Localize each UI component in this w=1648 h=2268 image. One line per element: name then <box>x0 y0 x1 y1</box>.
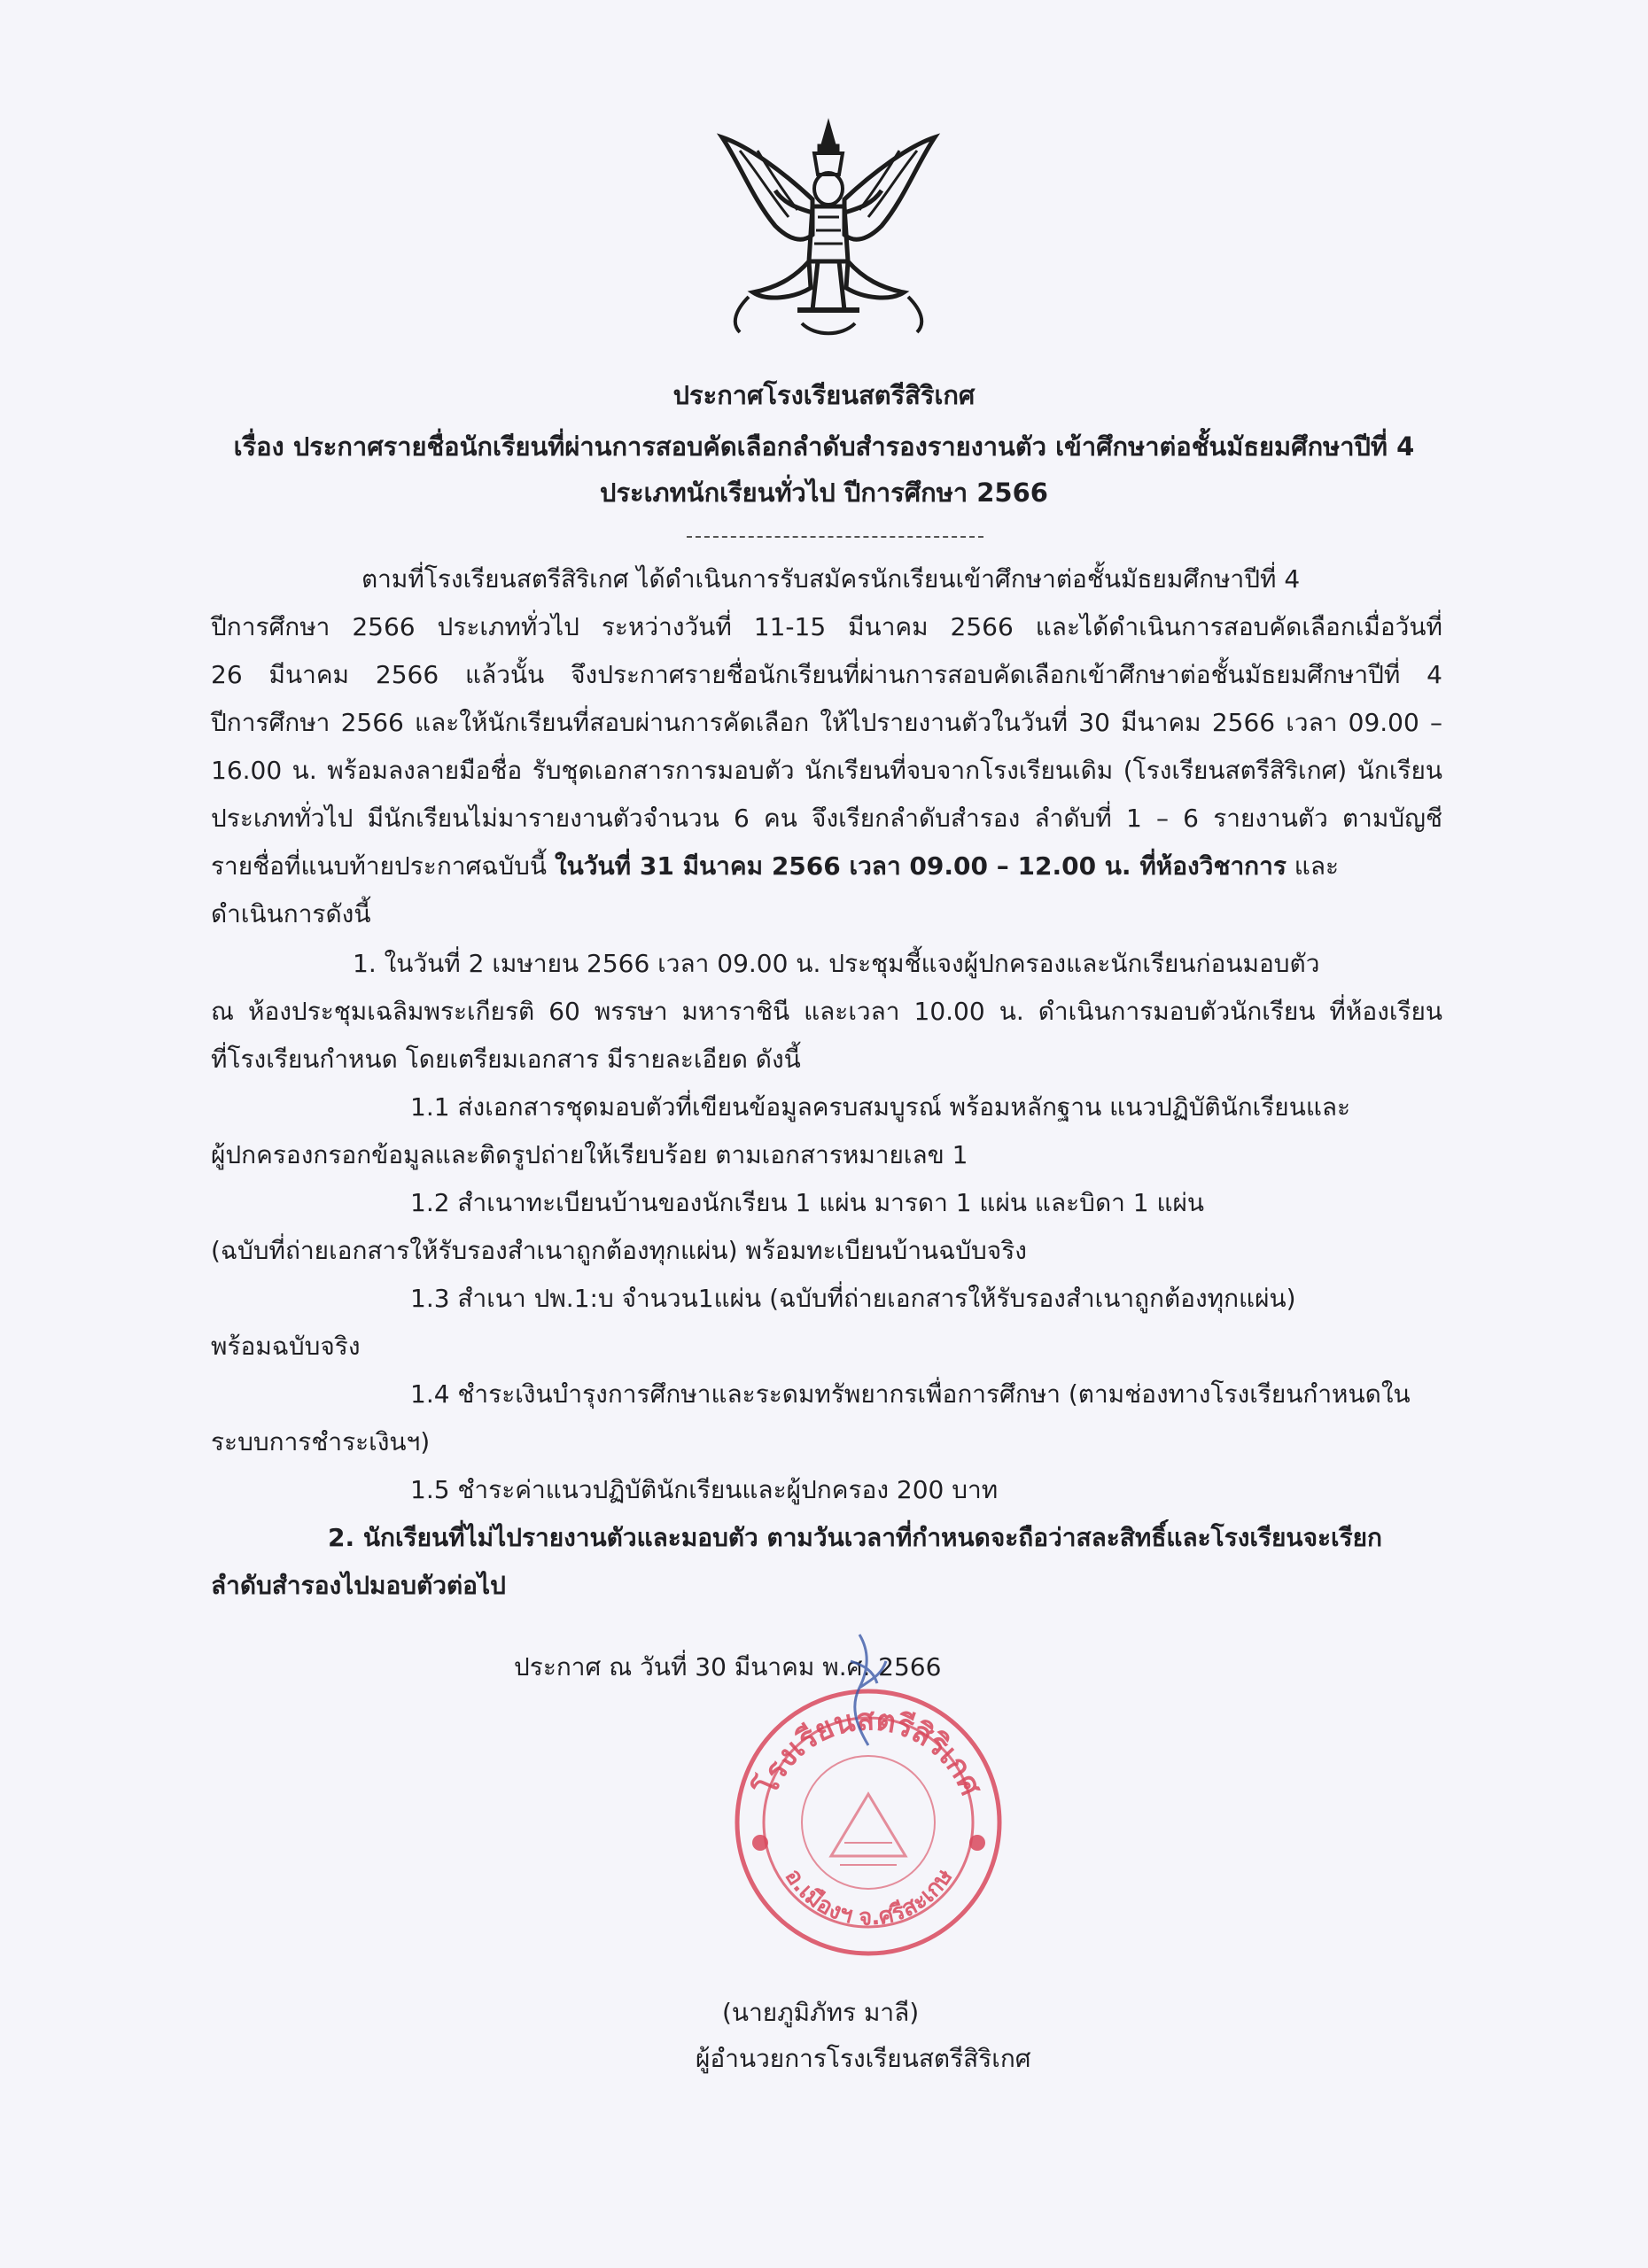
sub-item-line: 1.1 ส่งเอกสารชุดมอบตัวที่เขียนข้อมูลครบสมบูรณ์ พร้อมหลักฐาน แนวปฏิบัตินักเรียนและ <box>410 1092 1351 1122</box>
list-item-line: ณ ห้องประชุมเฉลิมพระเกียรติ 60 พรรษา มหาราชินี และเวลา 10.00 น. ดำเนินการมอบตัวนักเรียน ที่ห้องเรียน <box>211 997 1442 1026</box>
sub-item-line: พร้อมฉบับจริง <box>211 1332 361 1361</box>
announcement-date: ประกาศ ณ วันที่ 30 มีนาคม พ.ศ. 2566 <box>514 1652 942 1682</box>
stamp-top-text: โรงเรียนสตรีสิริเกศ <box>749 1702 989 1801</box>
announcement-title: ประกาศโรงเรียนสตรีสิริเกศ <box>672 380 976 410</box>
list-item-line: 1. ในวันที่ 2 เมษายน 2566 เวลา 09.00 น. ประชุมชี้แจงผู้ปกครองและนักเรียนก่อนมอบตัว <box>353 949 1320 978</box>
paragraph-line <box>211 847 1442 886</box>
paragraph-line: ปีการศึกษา 2566 และให้นักเรียนที่สอบผ่านการคัดเลือก ให้ไปรายงานตัวในวันที่ 30 มีนาคม 2566 เวลา 09.00 – <box>211 708 1442 737</box>
svg-text:อ.เมืองฯ จ.ศรีสะเกษ <box>780 1864 959 1931</box>
list-item-line: 2. นักเรียนที่ไม่ไปรายงานตัวและมอบตัว ตามวันเวลาที่กำหนดจะถือว่าสละสิทธิ์และโรงเรียนจะเรียก <box>328 1523 1382 1552</box>
paragraph-line: ประเภททั่วไป มีนักเรียนไม่มารายงานตัวจำนวน 6 คน จึงเรียกลำดับสำรอง ลำดับที่ 1 – 6 รายงานตัว ตามบัญชี <box>211 804 1443 833</box>
sub-item-line: ผู้ปกครองกรอกข้อมูลและติดรูปถ่ายให้เรียบร้อย ตามเอกสารหมายเลข 1 <box>211 1140 968 1169</box>
paragraph-text: รายชื่อที่แนบท้ายประกาศฉบับนี้ <box>211 851 548 881</box>
list-item-line: ที่โรงเรียนกำหนด โดยเตรียมเอกสาร มีรายละเอียด ดังนี้ <box>211 1045 801 1074</box>
paragraph-text: และ <box>1294 851 1340 881</box>
announcement-subject: เรื่อง ประกาศรายชื่อนักเรียนที่ผ่านการสอบคัดเลือกลำดับสำรองรายงานตัว เข้าศึกษาต่อชั้นมัธยมศึกษาปีที่ 4 <box>233 431 1415 462</box>
paragraph-line: ดำเนินการดังนี้ <box>211 899 371 928</box>
list-item-line: ลำดับสำรองไปมอบตัวต่อไป <box>211 1571 506 1600</box>
title-divider <box>687 536 983 538</box>
sub-item-line: 1.5 ชำระค่าแนวปฏิบัตินักเรียนและผู้ปกครอง 200 บาท <box>410 1475 999 1504</box>
signer-name: (นายภูมิภัทร มาลี) <box>722 1998 920 2027</box>
signer-title: ผู้อำนวยการโรงเรียนสตรีสิริเกศ <box>696 2044 1031 2073</box>
sub-item-line: 1.2 สำเนาทะเบียนบ้านของนักเรียน 1 แผ่น มารดา 1 แผ่น และบิดา 1 แผ่น <box>410 1188 1205 1217</box>
paragraph-bold-text: ในวันที่ 31 มีนาคม 2566 เวลา 09.00 – 12.00 น. ที่ห้องวิชาการ <box>554 851 1287 881</box>
paragraph-line: 26 มีนาคม 2566 แล้วนั้น จึงประกาศรายชื่อนักเรียนที่ผ่านการสอบคัดเลือกเข้าศึกษาต่อชั้นมัธยมศึกษาปีที่ 4 <box>211 660 1442 689</box>
paragraph-line: ตามที่โรงเรียนสตรีสิริเกศ ได้ดำเนินการรับสมัครนักเรียนเข้าศึกษาต่อชั้นมัธยมศึกษาปีที่ 4 <box>361 564 1301 594</box>
sub-item-line: 1.3 สำเนา ปพ.1:บ จำนวน1แผ่น (ฉบับที่ถ่ายเอกสารให้รับรองสำเนาถูกต้องทุกแผ่น) <box>410 1284 1296 1313</box>
sub-item-line: ระบบการชำระเงินฯ) <box>211 1427 431 1456</box>
paragraph-line: 16.00 น. พร้อมลงลายมือชื่อ รับชุดเอกสารการมอบตัว นักเรียนที่จบจากโรงเรียนเดิม (โรงเรียนสตรีสิริเกศ) นักเรียน <box>211 756 1442 785</box>
sub-item-line: 1.4 ชำระเงินบำรุงการศึกษาและระดมทรัพยากรเพื่อการศึกษา (ตามช่องทางโรงเรียนกำหนดใน <box>410 1379 1411 1409</box>
signature <box>833 1626 895 1759</box>
sub-item-line: (ฉบับที่ถ่ายเอกสารให้รับรองสำเนาถูกต้องทุกแผ่น) พร้อมทะเบียนบ้านฉบับจริง <box>211 1236 1027 1265</box>
stamp-bottom-text: อ.เมืองฯ จ.ศรีสะเกษ <box>779 1864 959 1931</box>
paragraph-line: ปีการศึกษา 2566 ประเภททั่วไป ระหว่างวันที่ 11-15 มีนาคม 2566 และได้ดำเนินการสอบคัดเลือกเมื่อวันที่ <box>211 612 1442 641</box>
announcement-subject-line2: ประเภทนักเรียนทั่วไป ปีการศึกษา 2566 <box>600 478 1048 508</box>
garuda-emblem <box>713 111 944 346</box>
